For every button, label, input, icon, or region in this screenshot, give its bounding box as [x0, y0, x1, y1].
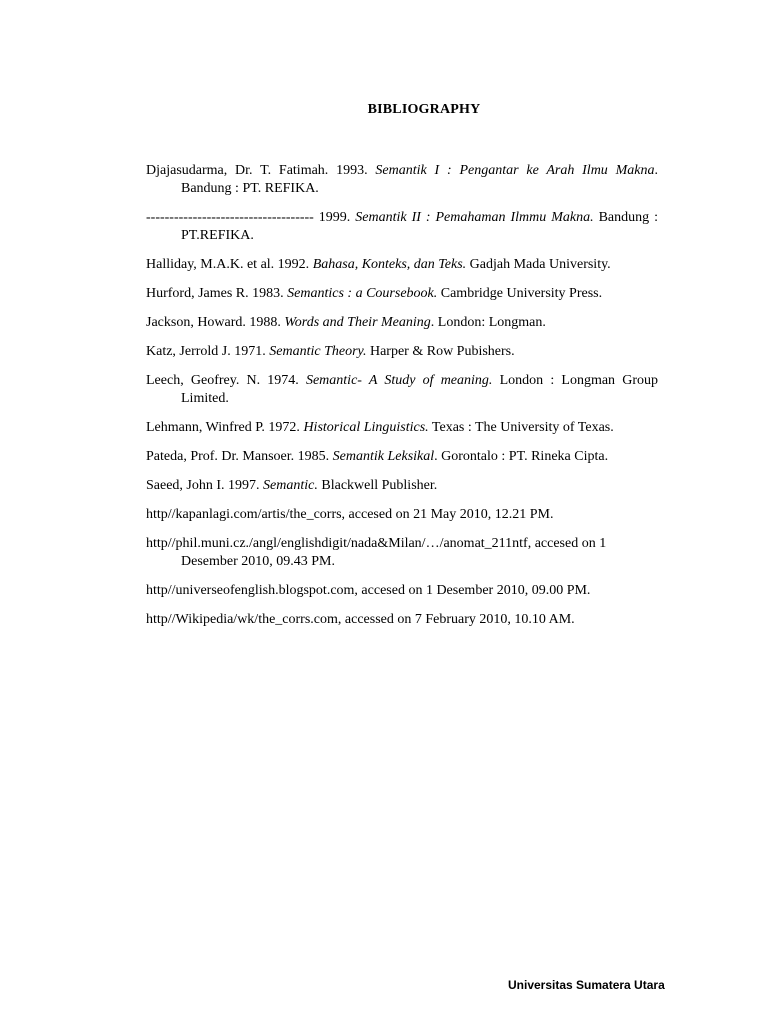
ref-text: . London: Longman.	[430, 315, 546, 330]
ref-url: http//phil.muni.cz./angl/englishdigit/nada&Milan/…/anomat_211ntf, accesed on 1 Desember 2010, 09.43 PM.	[146, 536, 607, 569]
ref-text: Saeed, John I. 1997.	[146, 478, 264, 493]
list-item	[146, 506, 658, 524]
ref-text: Harper & Row Pubishers.	[366, 344, 515, 359]
list-item	[146, 477, 658, 495]
ref-text: Bandung : PT.REFIKA.	[181, 210, 658, 243]
ref-text: Gadjah Mada University.	[466, 257, 611, 272]
ref-url: http//universeofenglish.blogspot.com, accesed on 1 Desember 2010, 09.00 PM.	[146, 583, 591, 598]
ref-text: Jackson, Howard. 1988.	[146, 315, 285, 330]
ref-text: . Gorontalo : PT. Rineka Cipta.	[434, 449, 609, 464]
ref-text: Hurford, James R. 1983.	[146, 286, 288, 301]
page-title: BIBLIOGRAPHY	[367, 102, 481, 117]
list-item	[146, 419, 658, 437]
ref-text: Djajasudarma, Dr. T. Fatimah. 1993.	[146, 163, 376, 178]
list-item	[146, 162, 658, 198]
ref-text: Pateda, Prof. Dr. Mansoer. 1985.	[146, 449, 333, 464]
page-footer: Universitas Sumatera Utara	[508, 978, 665, 992]
ref-title: Semantic- A Study of meaning.	[305, 373, 493, 388]
list-item	[146, 209, 658, 245]
ref-url: http//kapanlagi.com/artis/the_corrs, accesed on 21 May 2010, 12.21 PM.	[146, 507, 554, 522]
list-item	[146, 535, 658, 571]
ref-title: Semantics : a Coursebook.	[287, 286, 438, 301]
ref-text: London : Longman Group Limited.	[181, 373, 658, 406]
ref-title: Semantik II : Pemahaman Ilmmu Makna.	[355, 210, 594, 225]
list-item	[146, 448, 658, 466]
ref-url: http//Wikipedia/wk/the_corrs.com, accessed on 7 February 2010, 10.10 AM.	[146, 612, 575, 627]
ref-title: Semantik Leksikal	[332, 449, 435, 464]
ref-text: Texas : The University of Texas.	[428, 420, 614, 435]
ref-title: Semantic.	[263, 478, 318, 493]
ref-title: Semantik I : Pengantar ke Arah Ilmu Makna	[375, 163, 655, 178]
list-item	[146, 582, 658, 600]
list-item	[146, 285, 658, 303]
ref-text: Leech, Geofrey. N. 1974.	[146, 373, 306, 388]
list-item	[146, 314, 658, 332]
ref-text: ------------------------------------ 1999.	[146, 210, 356, 225]
list-item	[146, 256, 658, 274]
ref-title: Words and Their Meaning	[284, 315, 431, 330]
list-item	[146, 611, 658, 629]
ref-text: . Bandung : PT. REFIKA.	[181, 163, 658, 196]
ref-title: Historical Linguistics.	[303, 420, 429, 435]
ref-title: Semantic Theory.	[269, 344, 367, 359]
list-item	[146, 343, 658, 361]
ref-text: Cambridge University Press.	[437, 286, 603, 301]
bibliography-list	[146, 162, 658, 640]
ref-text: Lehmann, Winfred P. 1972.	[146, 420, 304, 435]
ref-title: Bahasa, Konteks, dan Teks.	[312, 257, 467, 272]
ref-text: Halliday, M.A.K. et al. 1992.	[146, 257, 313, 272]
ref-text: Katz, Jerrold J. 1971.	[146, 344, 270, 359]
ref-text: Blackwell Publisher.	[317, 478, 438, 493]
list-item	[146, 372, 658, 408]
